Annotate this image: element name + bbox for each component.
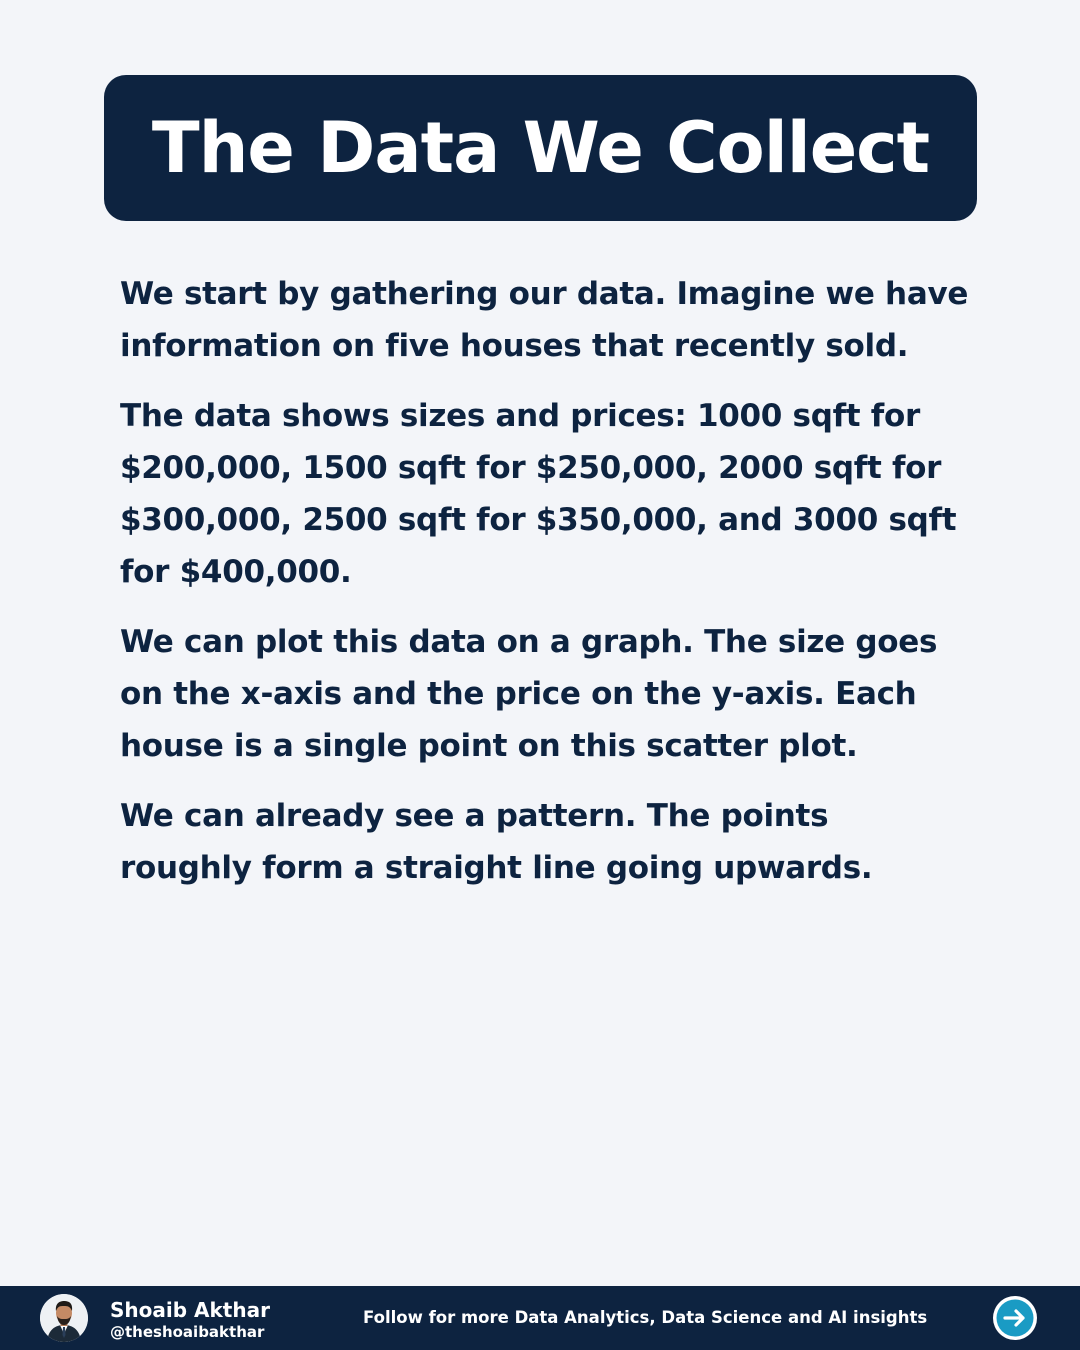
paragraph-intro: We start by gathering our data. Imagine we have information on five houses that recently sold. (120, 276, 969, 364)
paragraph-plot: We can plot this data on a graph. The size goes on the x-axis and the price on the y-axis. Each house is a single point on this scatter plot. (120, 624, 938, 764)
footer-bar (0, 1286, 1080, 1350)
follow-cta-text: Follow for more Data Analytics, Data Science and AI insights (363, 1308, 928, 1327)
profile-avatar-icon (40, 1294, 88, 1342)
title-banner (104, 75, 977, 221)
author-handle[interactable]: @theshoaibakthar (110, 1323, 265, 1341)
author-name: Shoaib Akthar (110, 1298, 270, 1322)
avatar (40, 1294, 88, 1342)
paragraph-pattern: We can already see a pattern. The points roughly form a straight line going upwards. (120, 798, 873, 886)
next-slide-button[interactable] (992, 1295, 1038, 1341)
body-text (120, 268, 970, 912)
paragraph-data: The data shows sizes and prices: 1000 sqft for $200,000, 1500 sqft for $250,000, 2000 sqft for $300,000, 2500 sqft for $350,000, and 3000 sqft for $400,000. (120, 398, 957, 590)
arrow-right-circle-icon (992, 1295, 1038, 1341)
page-title: The Data We Collect (151, 107, 930, 189)
